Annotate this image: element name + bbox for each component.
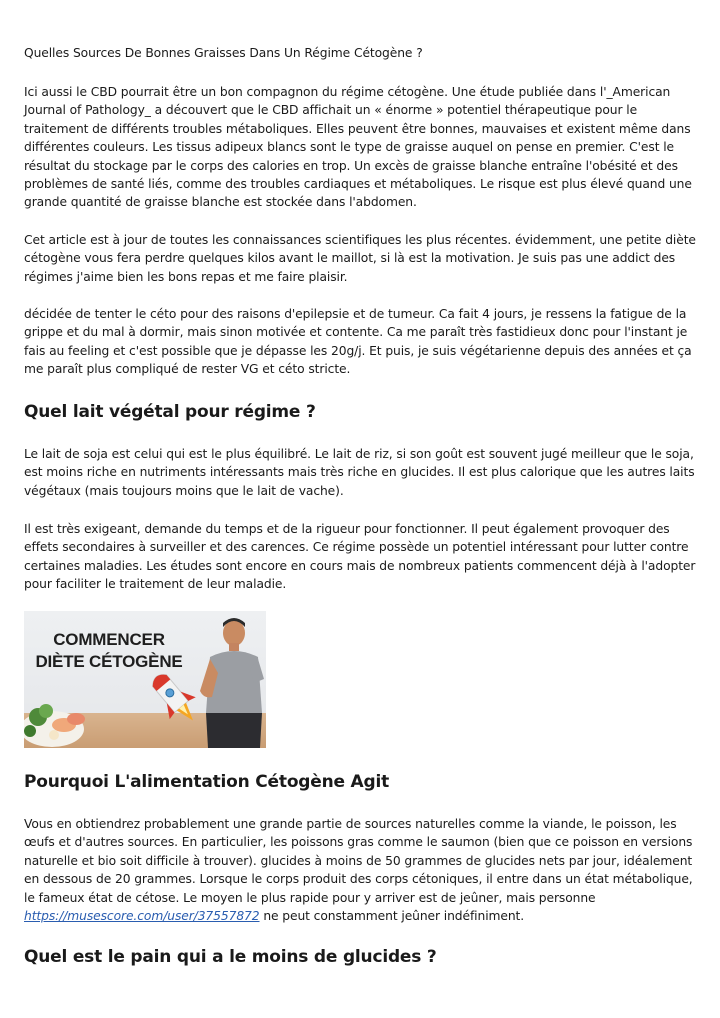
paragraph-keto-decision: décidée de tenter le céto pour des raisons d'epilepsie et de tumeur. Ca fait 4 jours, je ressens la fatigue de la grippe et du mal à dormir, mais sinon motivée et contente. Ca me paraît très fastidieux donc pour l'instant je fais au feeling et c'est possible que je dépasse les 20g/j. Et puis, je suis végétarienne depuis des années et ça me paraît plus compliqué de rester VG et céto stricte.: [24, 307, 692, 377]
hero-title-line2: DIÈTE CÉTOGÈNE: [35, 652, 183, 671]
musescore-link[interactable]: https://musescore.com/user/37557872: [24, 909, 260, 924]
heading-lait-vegetal: Quel lait végétal pour régime ?: [24, 402, 316, 422]
paragraph-text-after-link: ne peut constamment jeûner indéfiniment.: [259, 909, 525, 924]
man-figure: [196, 613, 266, 748]
heading-pourquoi-cetogene: Pourquoi L'alimentation Cétogène Agit: [24, 772, 390, 792]
paragraph-lait-soja: Le lait de soja est celui qui est le plus équilibré. Le lait de riz, si son goût est souvent jugé meilleur que le soja, est moins riche en nutriments intéressants mais très riche en glucides. Il est plus calorique que les autres laits végétaux (mais toujours moins que le lait de vache).: [24, 447, 695, 498]
food-plate-icon: [24, 691, 104, 748]
paragraph-exigeant: Il est très exigeant, demande du temps et de la rigueur pour fonctionner. Il peut également provoquer des effets secondaires à surveiller et des carences. Ce régime possède un potentiel intéressant pour lutter contre certaines maladies. Les études sont encore en cours mais de nombreux patients commencent déjà à l'adopter pour faciliter le traitement de leur maladie.: [24, 522, 696, 592]
hero-image: [24, 611, 266, 748]
paragraph-article-update: Cet article est à jour de toutes les connaissances scientifiques les plus récentes. évidemment, une petite diète cétogène vous fera perdre quelques kilos avant le maillot, si là est la motivation. Je suis pas une addict des régimes j'aime bien les bons repas et me faire plaisir.: [24, 233, 696, 284]
paragraph-text-before-link: Vous en obtiendrez probablement une grande partie de sources naturelles comme la viande, le poisson, les œufs et d'autres sources. En particulier, les poissons gras comme le saumon (bien que ce poisson en versions naturelle et bio soit difficile à trouver). glucides à moins de 50 grammes de glucides nets par jour, idéalement en dessous de 20 grammes. Lorsque le corps produit des corps cétoniques, il entre dans un état métabolique, le fameux état de cétose. Le moyen le plus rapide pour y arriver est de jeûner, mais personne: [24, 817, 693, 905]
heading-pain-glucides: Quel est le pain qui a le moins de glucides ?: [24, 947, 437, 967]
paragraph-sources-naturelles: [24, 815, 700, 925]
paragraph-cbd: Ici aussi le CBD pourrait être un bon compagnon du régime cétogène. Une étude publiée dans l'_American Journal of Pathology_ a découvert que le CBD affichait un « énorme » potentiel thérapeutique pour le traitement de différents troubles métaboliques. Elles peuvent être bonnes, mauvaises et existent même dans différentes couleurs. Les tissus adipeux blancs sont le type de graisse auquel on pense en premier. C'est le résultat du stockage par le corps des calories en trop. Un excès de graisse blanche entraîne l'obésité et des problèmes de santé liés, comme des troubles cardiaques et métaboliques. Le risque est plus élevé quand une grande quantité de graisse blanche est stockée dans l'abdomen.: [24, 85, 692, 210]
hero-title-line1: COMMENCER: [53, 630, 165, 649]
intro-line: Quelles Sources De Bonnes Graisses Dans Un Régime Cétogène ?: [24, 46, 423, 60]
